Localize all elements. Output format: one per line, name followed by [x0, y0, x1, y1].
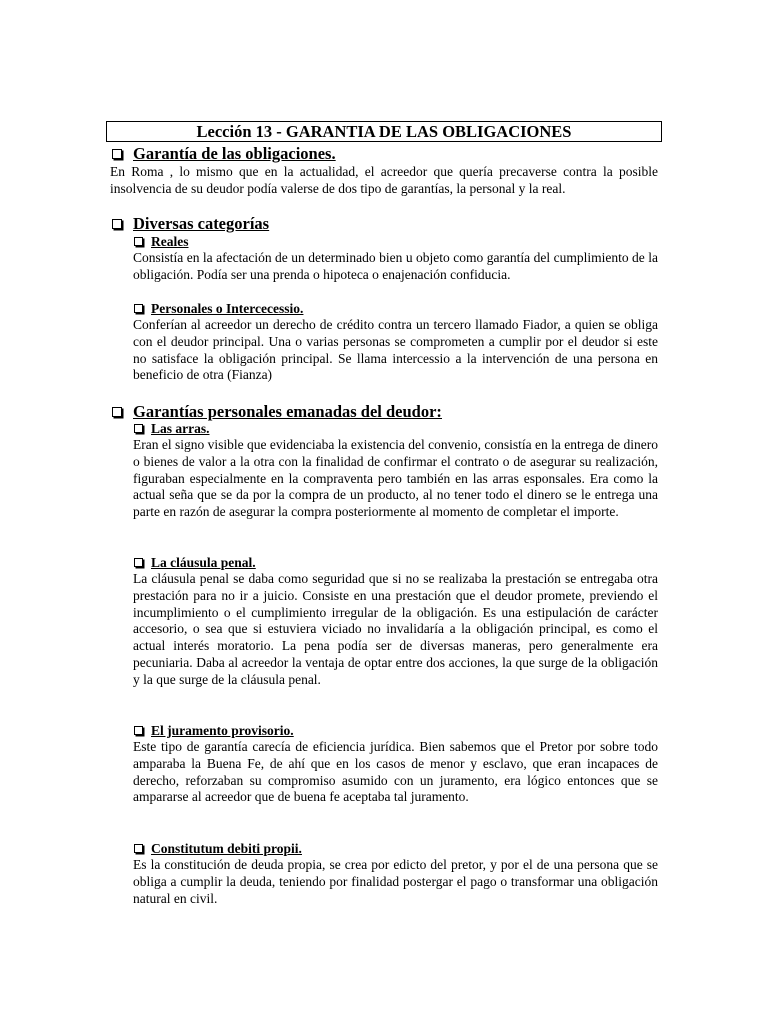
- subheading-arras: [134, 420, 210, 437]
- subheading-text: Reales: [151, 234, 189, 249]
- checkbox-bullet-icon: [134, 424, 143, 433]
- subheading-text: Las arras.: [151, 421, 210, 436]
- section-heading-text: Diversas categorías: [133, 214, 270, 233]
- section-heading-garantia: [112, 144, 336, 164]
- section-heading-text: Garantía de las obligaciones.: [133, 144, 336, 163]
- paragraph-personales: Conferían al acreedor un derecho de crédito contra un tercero llamado Fiador, a quien se obliga con el deudor principal. Una o varias personas se comprometen a cumplir por el deudor si este no satisface la obligación principal. Se llama intercessio a la intervención de una persona en beneficio de otra (Fianza): [133, 317, 658, 383]
- subheading-reales: [134, 233, 189, 250]
- page-title: Lección 13 - GARANTIA DE LAS OBLIGACIONES: [106, 121, 662, 142]
- subheading-juramento: [134, 722, 294, 739]
- subheading-text: La cláusula penal.: [151, 555, 256, 570]
- paragraph-juramento: Este tipo de garantía carecía de eficiencia jurídica. Bien sabemos que el Pretor por sobre todo amparaba la Buena Fe, de ahí que en los casos de menor y esclavo, que eran incapaces de derecho, reforzaban su compromiso asumido con un juramento, era lógico entonces que se ampararse al acreedor que de buena fe aceptaba tal juramento.: [133, 739, 658, 805]
- paragraph-clausula-penal: La cláusula penal se daba como seguridad que si no se realizaba la prestación se entregaba otra prestación para no ir a juicio. Consiste en una prestación que el deudor promete, previendo el incumplimiento o el cumplimiento irregular de la obligación. Es una estipulación de carácter accesorio, o sea que si estuviera viciado no invalidaría a la obligación principal, es como el actual interés moratorio. La pena podía ser de diversas maneras, pero generalmente era pecuniaria. Daba al acreedor la ventaja de optar entre dos acciones, la que surge de la obligación y la que surge de la cláusula penal.: [133, 571, 658, 687]
- checkbox-bullet-icon: [134, 726, 143, 735]
- subheading-text: Constitutum debiti propii.: [151, 841, 302, 856]
- subheading-text: Personales o Intercecessio.: [151, 301, 304, 316]
- checkbox-bullet-icon: [112, 149, 122, 159]
- checkbox-bullet-icon: [134, 558, 143, 567]
- paragraph-constitutum: Es la constitución de deuda propia, se crea por edicto del pretor, y por el de una persona que se obliga a cumplir la deuda, teniendo por finalidad postergar el pago o transformar una obligación natural en civil.: [133, 857, 658, 906]
- checkbox-bullet-icon: [112, 219, 122, 229]
- section-heading-categorias: [112, 214, 269, 234]
- checkbox-bullet-icon: [134, 237, 143, 246]
- paragraph-garantia: En Roma , lo mismo que en la actualidad, el acreedor que quería precaverse contra la posible insolvencia de su deudor podía valerse de dos tipo de garantías, la personal y la real.: [110, 164, 658, 196]
- paragraph-reales: Consistía en la afectación de un determinado bien u objeto como garantía del cumplimiento de la obligación. Podía ser una prenda o hipoteca o enajenación confiducia.: [133, 250, 658, 282]
- paragraph-arras: Eran el signo visible que evidenciaba la existencia del convenio, consistía en la entrega de dinero o bienes de valor a la otra con la finalidad de confirmar el contrato o de asegurar su realización, figuraban especialmente en la compraventa pero también en las arras esponsales. Era como la actual seña que se da por la compra de un producto, al no tener todo el dinero se le entrega una parte en razón de asegurar la compra posteriormente al momento de completar el importe.: [133, 437, 658, 520]
- subheading-clausula-penal: [134, 554, 256, 571]
- section-heading-garantias-personales: [112, 402, 442, 422]
- subheading-constitutum: [134, 840, 302, 857]
- section-heading-text: Garantías personales emanadas del deudor:: [133, 402, 442, 421]
- checkbox-bullet-icon: [134, 304, 143, 313]
- subheading-text: El juramento provisorio.: [151, 723, 294, 738]
- subheading-personales: [134, 300, 303, 317]
- checkbox-bullet-icon: [134, 844, 143, 853]
- checkbox-bullet-icon: [112, 407, 122, 417]
